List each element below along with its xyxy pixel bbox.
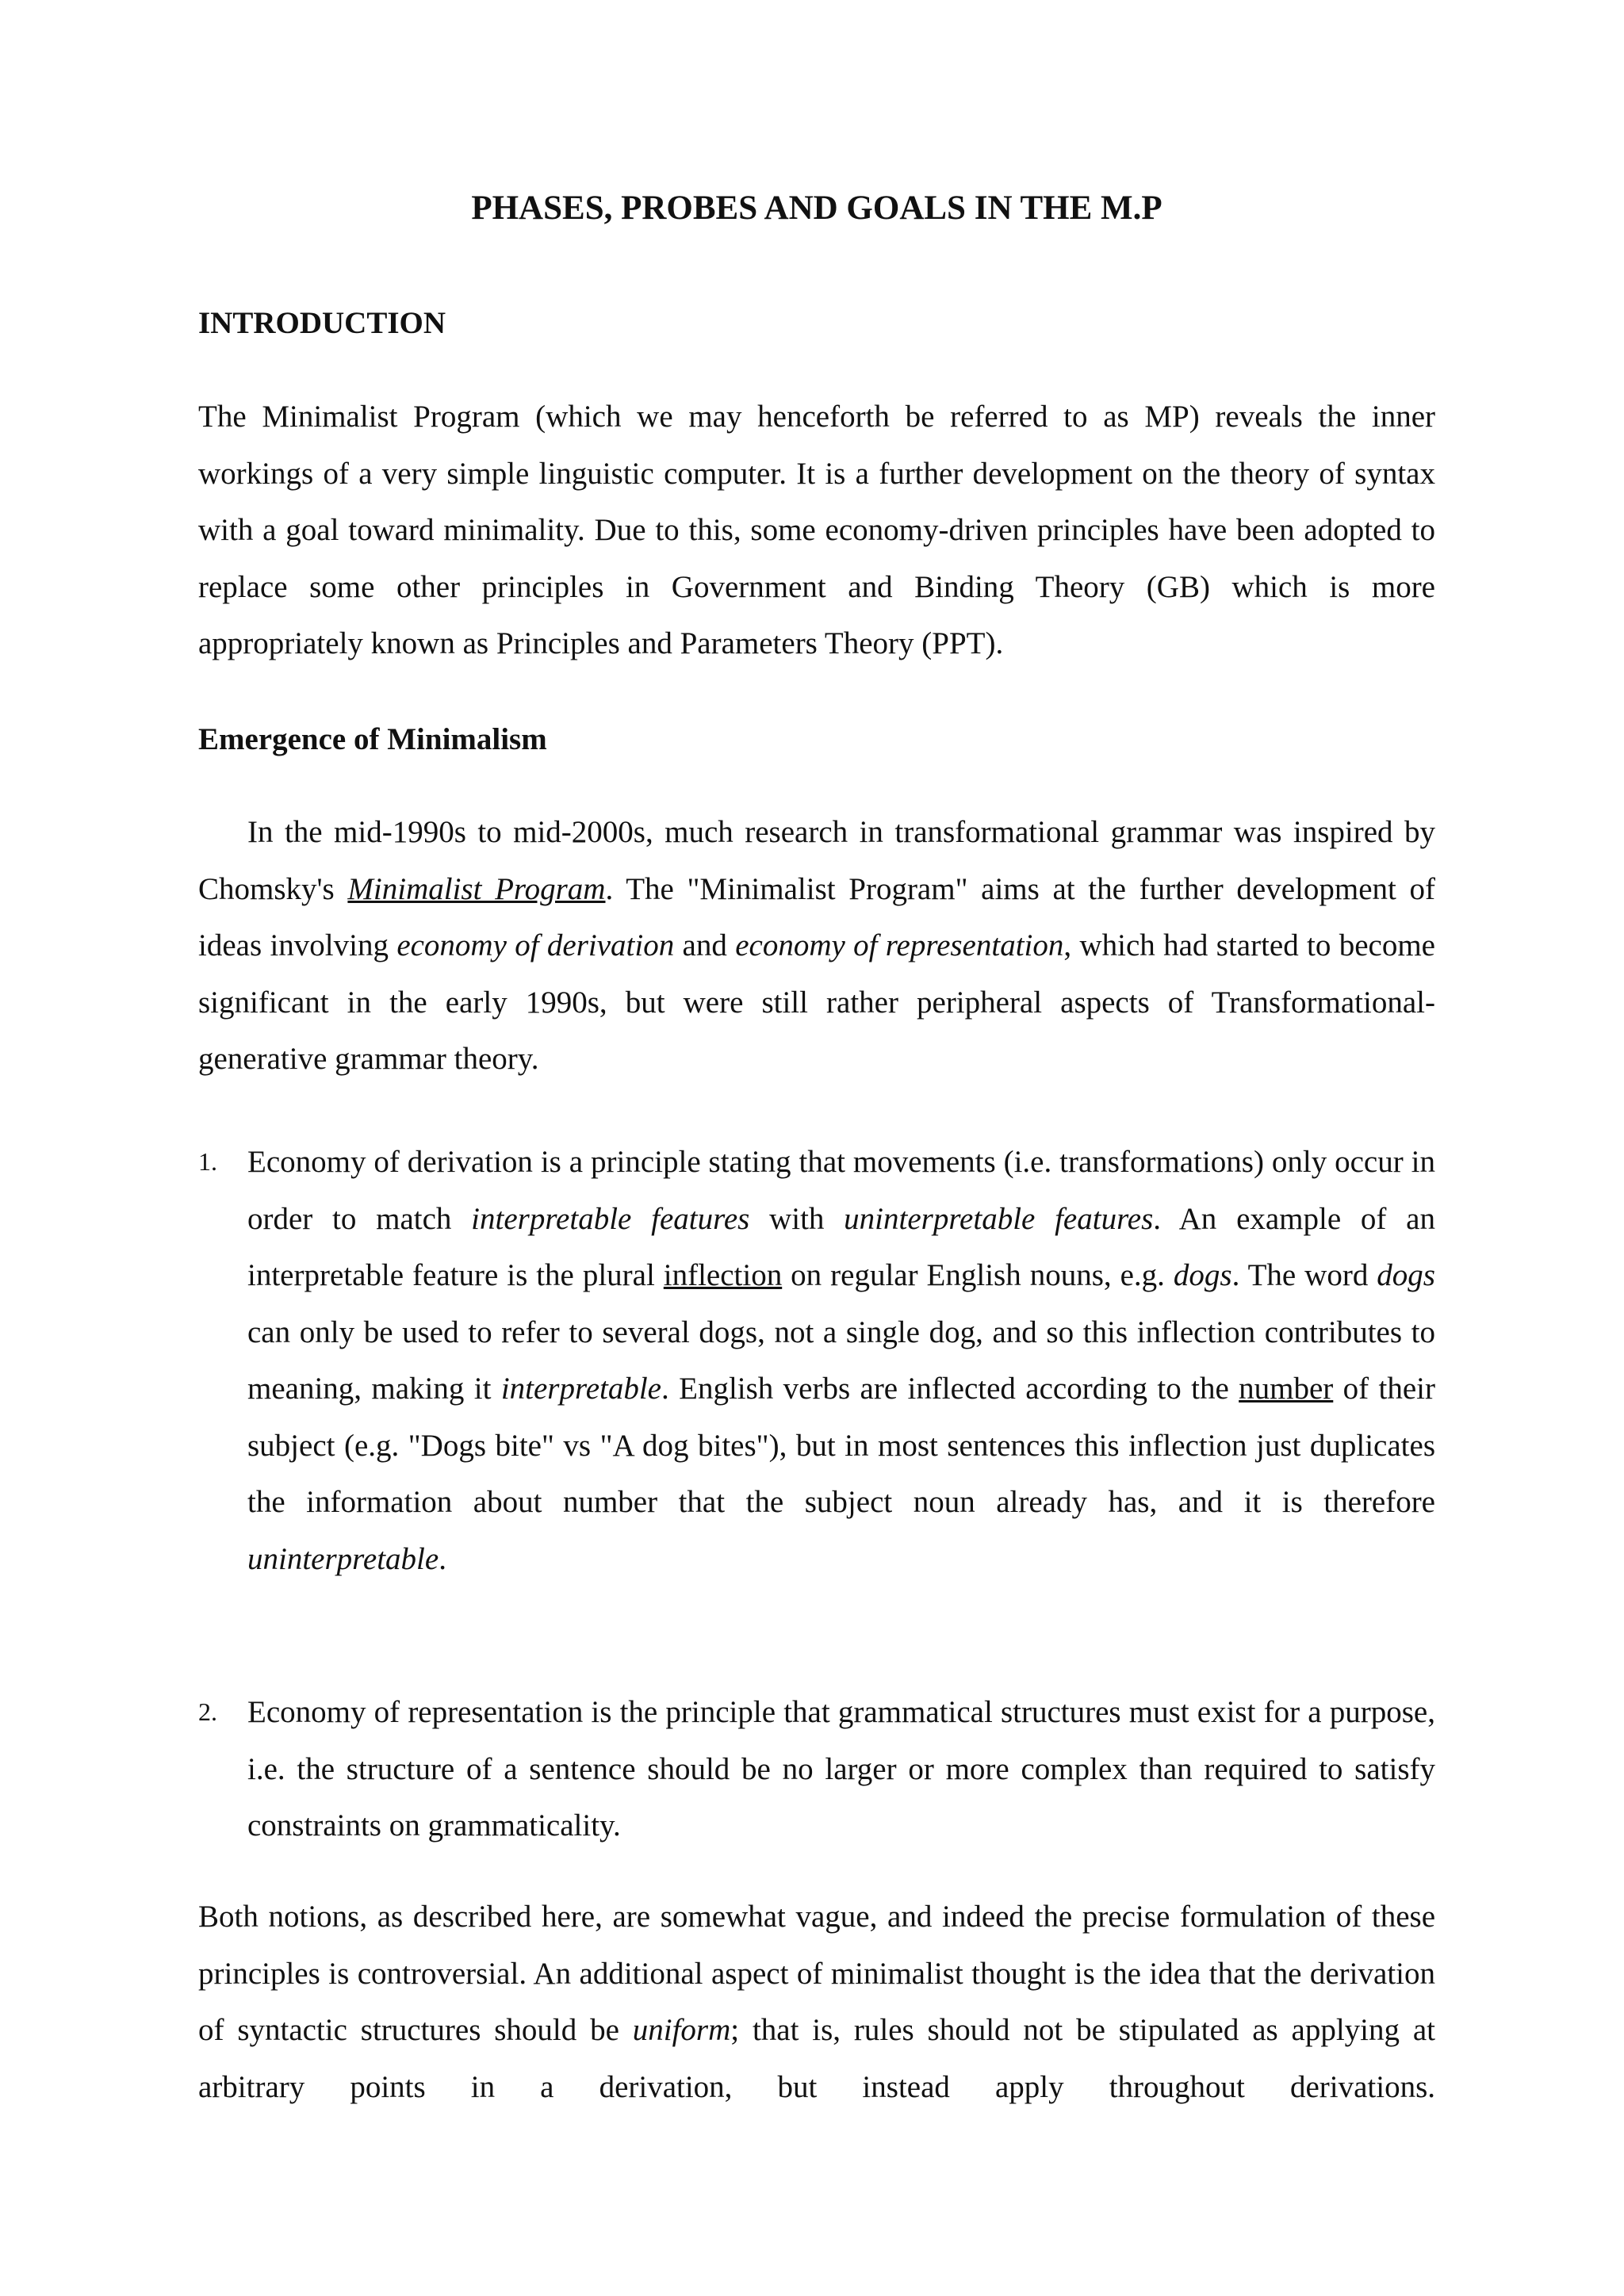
text-run: can only be used to refer to several dogs, not a single dog, and so this inflection contributes to meaning, making it — [247, 1314, 1435, 1406]
emergence-paragraph — [198, 804, 1435, 1088]
minimalist-program-link[interactable]: Minimalist Program — [347, 871, 606, 906]
text-run: . English verbs are inflected according to the — [661, 1372, 1239, 1406]
list-number: 2. — [198, 1697, 217, 1726]
emergence-heading: Emergence of Minimalism — [198, 722, 547, 756]
list-item-text — [247, 1134, 1435, 1587]
text-run: ; that is, rules should not be stipulated as applying at arbitrary points in a derivation, but instead apply throughout derivations. — [198, 2013, 1435, 2104]
text-run: Economy of derivation is a principle stating that movements (i.e. transformations) only occur in order to match — [247, 1145, 1435, 1236]
emphasis-uninterpretable: uninterpretable — [247, 1541, 439, 1576]
inflection-link[interactable]: inflection — [663, 1258, 783, 1292]
emphasis-economy-of-representation: economy of representation — [735, 928, 1064, 962]
text-run: Both notions, as described here, are somewhat vague, and indeed the precise formulation of these principles is controversial. An additional aspect of minimalist thought is the idea that the derivation of syntactic structures should be — [198, 1900, 1435, 2047]
text-run: In the mid-1990s to mid-2000s, much research in transformational grammar was inspired by Chomsky's — [198, 815, 1435, 906]
emphasis-uniform: uniform — [632, 2013, 731, 2047]
emphasis-economy-of-derivation: economy of derivation — [396, 928, 675, 962]
emphasis-dogs: dogs — [1173, 1258, 1232, 1292]
text-run: . The "Minimalist Program" aims at the further development of ideas involving — [198, 871, 1435, 962]
list-item-2 — [198, 1684, 1435, 1854]
text-run: . The word — [1231, 1258, 1377, 1292]
text-run: with — [749, 1201, 845, 1236]
emphasis-interpretable-features: interpretable features — [471, 1201, 750, 1236]
text-run: . An example of an interpretable feature is the plural — [247, 1201, 1435, 1292]
list-item-1 — [198, 1134, 1435, 1587]
number-link[interactable]: number — [1239, 1372, 1334, 1406]
text-run: and — [674, 928, 736, 962]
list-item-text: Economy of representation is the principle that grammatical structures must exist for a purpose, i.e. the structure of a sentence should be no larger or more complex than required to satisfy constraints on grammaticality. — [247, 1695, 1435, 1843]
text-run: , which had started to become significant in the early 1990s, but were still rather peripheral aspects of Transformational-generative grammar theory. — [198, 928, 1435, 1076]
text-run: of their subject (e.g. "Dogs bite" vs "A dog bites"), but in most sentences this inflection just duplicates the information about number that the subject noun already has, and it is therefore — [247, 1372, 1435, 1519]
closing-paragraph — [198, 1888, 1435, 2115]
document-title: PHASES, PROBES AND GOALS IN THE M.P — [471, 189, 1162, 227]
text-run: . — [439, 1541, 446, 1576]
introduction-paragraph: The Minimalist Program (which we may henceforth be referred to as MP) reveals the inner workings of a very simple linguistic computer. It is a further development on the theory of syntax with a goal toward minimality. Due to this, some economy-driven principles have been adopted to replace some other principles in Government and Binding Theory (GB) which is more appropriately known as Principles and Parameters Theory (PPT). — [198, 400, 1435, 660]
emphasis-dogs: dogs — [1377, 1258, 1435, 1292]
emphasis-interpretable: interpretable — [500, 1372, 661, 1406]
text-run: on regular English nouns, e.g. — [782, 1258, 1174, 1292]
emphasis-uninterpretable-features: uninterpretable features — [844, 1201, 1154, 1236]
list-number: 1. — [198, 1147, 217, 1176]
introduction-heading: INTRODUCTION — [198, 306, 446, 340]
